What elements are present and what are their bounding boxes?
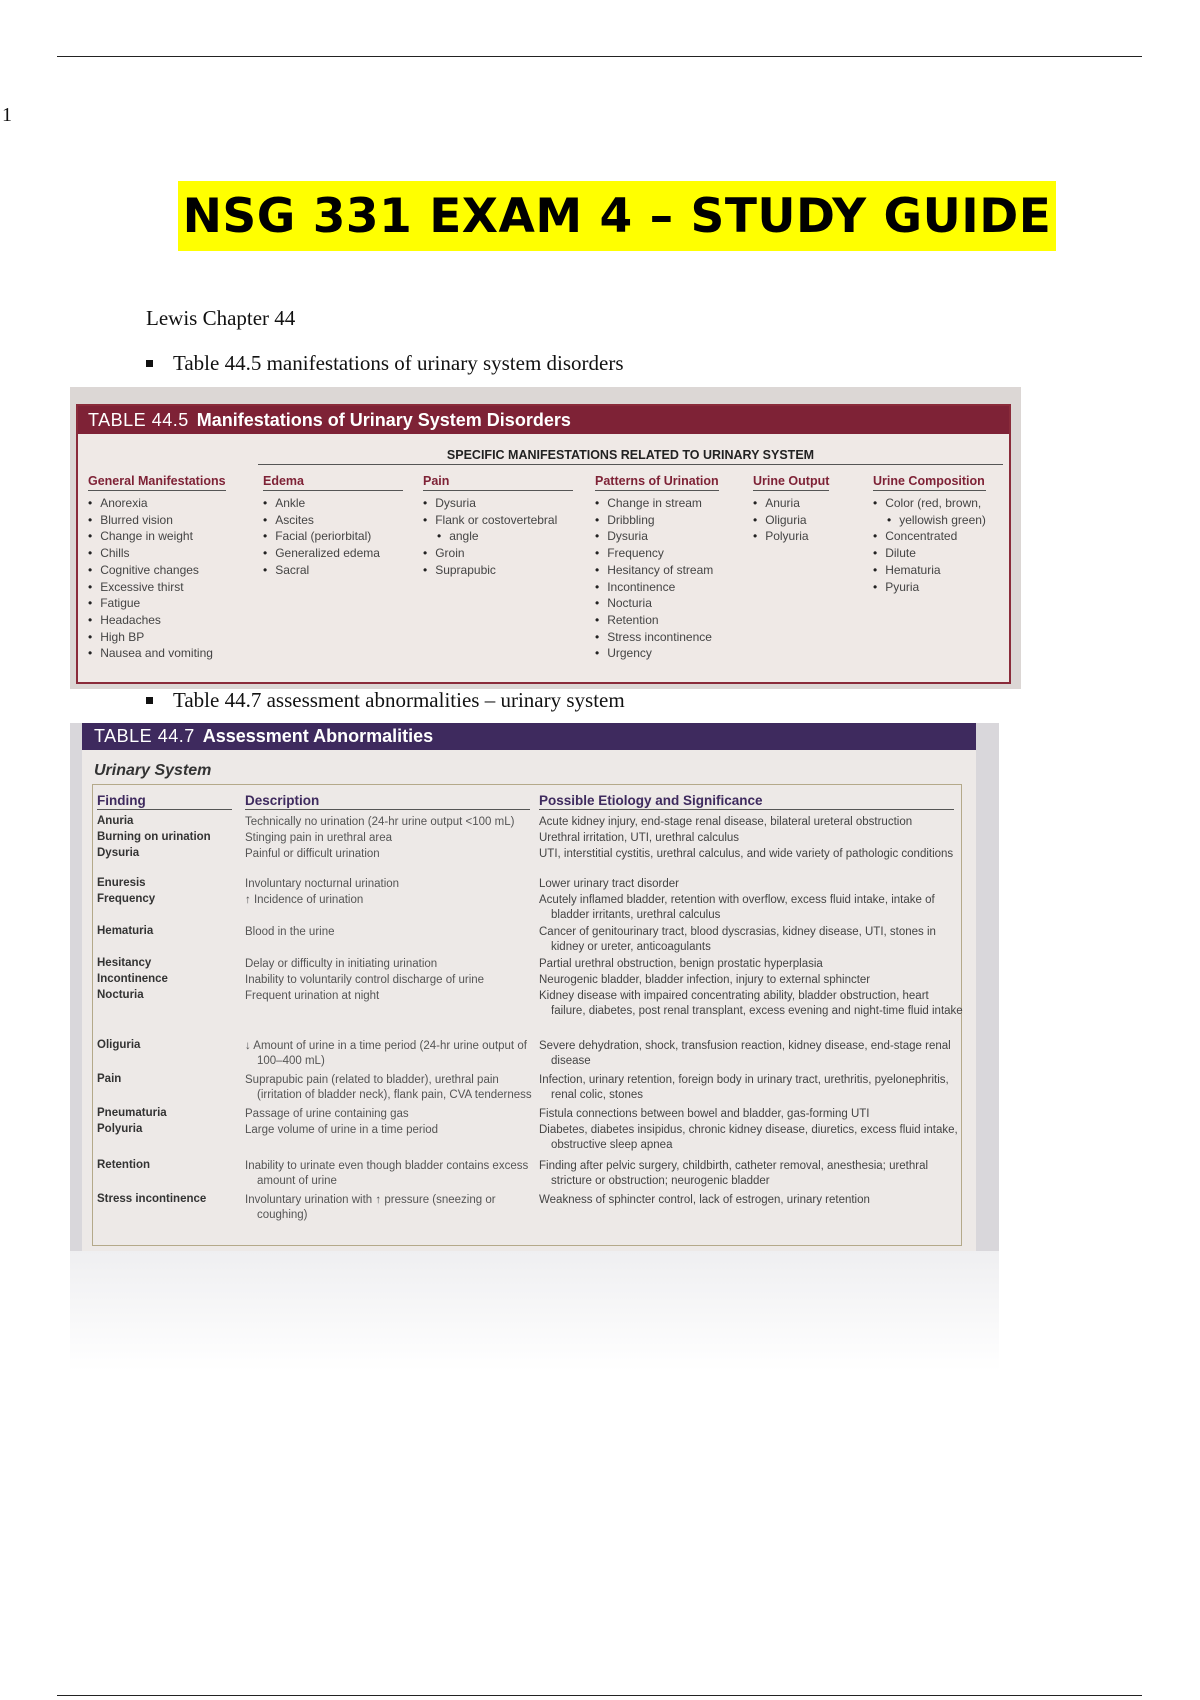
list-item: • Facial (periorbital) [263, 528, 403, 545]
column-list [423, 495, 573, 579]
list-item: • yellowish green) [873, 512, 986, 529]
etiology-cell: Fistula connections between bowel and bladder, gas-forming UTI [539, 1108, 870, 1120]
description-cell: Inability to voluntarily control discharge of urine [245, 974, 485, 986]
finding-cell: Retention [97, 1159, 151, 1171]
table-44-7-image [70, 723, 999, 1251]
bullet-table-44-5 [146, 351, 624, 376]
etiology-cell: Cancer of genitourinary tract, blood dyscrasias, kidney disease, UTI, stones in kidney or ureter, anticoagulants [539, 926, 936, 953]
description-cell: Technically no urination (24-hr urine output <100 mL) [245, 816, 515, 828]
bullet-text: Table 44.7 assessment abnormalities – urinary system [173, 688, 625, 712]
list-item: • Hematuria [873, 562, 986, 579]
finding-cell: Burning on urination [97, 831, 211, 843]
etiology-cell: UTI, interstitial cystitis, urethral calculus, and wide variety of pathologic conditions [539, 848, 954, 860]
description-cell: Large volume of urine in a time period [245, 1124, 439, 1136]
header-rule [57, 56, 1142, 57]
table-44-7 [82, 723, 976, 1251]
chapter-heading: Lewis Chapter 44 [146, 306, 296, 330]
description-cell: Blood in the urine [245, 926, 335, 938]
etiology-cell: Finding after pelvic surgery, childbirth, catheter removal, anesthesia; urethral stricture or obstruction; neurogenic bladder [539, 1160, 929, 1187]
description-cell: Stinging pain in urethral area [245, 832, 393, 844]
image-shadow [70, 1251, 999, 1371]
list-item: • Blurred vision [88, 512, 226, 529]
etiology-cell: Kidney disease with impaired concentrating ability, bladder obstruction, heart failure, diabetes, post renal transplant, excess evening and night-time fluid intake [539, 990, 963, 1017]
list-item: • Excessive thirst [88, 579, 226, 596]
table-44-7-header [82, 723, 976, 750]
list-item: • Dribbling [595, 512, 719, 529]
list-item: • Flank or costovertebral [423, 512, 573, 529]
description-cell: ↓ Amount of urine in a time period (24-hr urine output of 100–400 mL) [245, 1040, 527, 1067]
finding-cell: Incontinence [97, 973, 168, 985]
description-cell: Painful or difficult urination [245, 848, 380, 860]
table-name: Assessment Abnormalities [202, 726, 434, 746]
bullet-table-44-7 [146, 688, 625, 713]
column-list [263, 495, 403, 579]
specific-manifestations-header: SPECIFIC MANIFESTATIONS RELATED TO URINARY SYSTEM [258, 448, 1003, 465]
finding-cell: Pneumaturia [97, 1107, 167, 1119]
list-item: • Hesitancy of stream [595, 562, 719, 579]
list-item: • Change in weight [88, 528, 226, 545]
column-composition [873, 474, 986, 595]
list-item: • Frequency [595, 545, 719, 562]
list-item: • Cognitive changes [88, 562, 226, 579]
column-patterns [595, 474, 719, 662]
list-item: • Incontinence [595, 579, 719, 596]
table-name: Manifestations of Urinary System Disorders [196, 410, 571, 430]
finding-cell: Polyuria [97, 1123, 143, 1135]
column-heading: Patterns of Urination [595, 474, 719, 491]
finding-cell: Dysuria [97, 847, 140, 859]
column-heading: General Manifestations [88, 474, 226, 491]
list-item: • Urgency [595, 645, 719, 662]
list-item: • Nocturia [595, 595, 719, 612]
list-item: • Generalized edema [263, 545, 403, 562]
etiology-cell: Infection, urinary retention, foreign body in urinary tract, urethritis, pyelonephritis, renal colic, stones [539, 1074, 949, 1101]
column-heading: Edema [263, 474, 403, 491]
list-item: • Color (red, brown, [873, 495, 986, 512]
description-cell: ↑ Incidence of urination [245, 894, 364, 906]
column-edema [263, 474, 403, 579]
page-title: NSG 331 EXAM 4 – STUDY GUIDE [182, 188, 1052, 244]
finding-cell: Hesitancy [97, 957, 152, 969]
etiology-cell: Urethral irritation, UTI, urethral calculus [539, 832, 740, 844]
finding-cell: Hematuria [97, 925, 154, 937]
etiology-cell: Weakness of sphincter control, lack of estrogen, urinary retention [539, 1194, 870, 1206]
list-item: • Chills [88, 545, 226, 562]
etiology-cell: Diabetes, diabetes insipidus, chronic kidney disease, diuretics, excess fluid intake, obstructive sleep apnea [539, 1124, 958, 1151]
etiology-cell: Neurogenic bladder, bladder infection, injury to external sphincter [539, 974, 871, 986]
list-item: • Polyuria [753, 528, 829, 545]
list-item: • Dysuria [423, 495, 573, 512]
etiology-cell: Lower urinary tract disorder [539, 878, 679, 890]
table-number: TABLE 44.5 [88, 410, 189, 430]
table-number: TABLE 44.7 [94, 726, 195, 746]
list-item: • Change in stream [595, 495, 719, 512]
list-item: • Suprapubic [423, 562, 573, 579]
list-item: • Stress incontinence [595, 629, 719, 646]
list-item: • Anorexia [88, 495, 226, 512]
title-highlight [178, 181, 1056, 251]
column-list [753, 495, 829, 545]
table-44-5-image [70, 387, 1021, 689]
list-item: • Anuria [753, 495, 829, 512]
finding-cell: Frequency [97, 893, 156, 905]
etiology-cell: Acutely inflamed bladder, retention with overflow, excess fluid intake, intake of bladder irritants, urethral calculus [539, 894, 935, 921]
list-item: • Dilute [873, 545, 986, 562]
column-heading: Pain [423, 474, 573, 491]
column-pain [423, 474, 573, 579]
list-item: • High BP [88, 629, 226, 646]
table-subtitle: Urinary System [94, 762, 212, 779]
finding-cell: Pain [97, 1073, 122, 1085]
column-heading: Urine Output [753, 474, 829, 491]
bullet-text: Table 44.5 manifestations of urinary system disorders [173, 351, 624, 375]
table-44-5 [76, 404, 1011, 684]
list-item: • Oliguria [753, 512, 829, 529]
column-heading-etiology: Possible Etiology and Significance [539, 793, 954, 810]
description-cell: Suprapubic pain (related to bladder), urethral pain (irritation of bladder neck), flank pain, CVA tenderness [245, 1074, 532, 1101]
column-list [88, 495, 226, 662]
list-item: • Ascites [263, 512, 403, 529]
description-cell: Passage of urine containing gas [245, 1108, 409, 1120]
etiology-cell: Acute kidney injury, end-stage renal disease, bilateral ureteral obstruction [539, 816, 913, 828]
description-cell: Delay or difficulty in initiating urination [245, 958, 438, 970]
list-item: • Ankle [263, 495, 403, 512]
column-list [595, 495, 719, 662]
description-cell: Inability to urinate even though bladder contains excess amount of urine [245, 1160, 529, 1187]
description-cell: Involuntary urination with ↑ pressure (sneezing or coughing) [245, 1194, 496, 1221]
column-heading: Urine Composition [873, 474, 986, 491]
etiology-cell: Severe dehydration, shock, transfusion reaction, kidney disease, end-stage renal disease [539, 1040, 951, 1067]
list-item: • Pyuria [873, 579, 986, 596]
finding-cell: Stress incontinence [97, 1193, 207, 1205]
list-item: • Retention [595, 612, 719, 629]
footer-rule [57, 1695, 1142, 1696]
page-number: 1 [2, 104, 12, 126]
finding-cell: Anuria [97, 815, 134, 827]
list-item: • Concentrated [873, 528, 986, 545]
column-output [753, 474, 829, 545]
list-item: • angle [423, 528, 573, 545]
etiology-cell: Partial urethral obstruction, benign prostatic hyperplasia [539, 958, 823, 970]
column-list [873, 495, 986, 595]
description-cell: Involuntary nocturnal urination [245, 878, 400, 890]
table-44-5-header [78, 406, 1009, 434]
bullet-square-icon [146, 360, 153, 367]
column-heading-finding: Finding [97, 793, 232, 810]
list-item: • Fatigue [88, 595, 226, 612]
table-body [92, 784, 962, 1246]
description-cell: Frequent urination at night [245, 990, 380, 1002]
finding-cell: Nocturia [97, 989, 144, 1001]
list-item: • Groin [423, 545, 573, 562]
column-general [88, 474, 226, 662]
finding-cell: Oliguria [97, 1039, 141, 1051]
list-item: • Headaches [88, 612, 226, 629]
list-item: • Sacral [263, 562, 403, 579]
column-heading-description: Description [245, 793, 530, 810]
list-item: • Dysuria [595, 528, 719, 545]
finding-cell: Enuresis [97, 877, 146, 889]
bullet-square-icon [146, 697, 153, 704]
list-item: • Nausea and vomiting [88, 645, 226, 662]
